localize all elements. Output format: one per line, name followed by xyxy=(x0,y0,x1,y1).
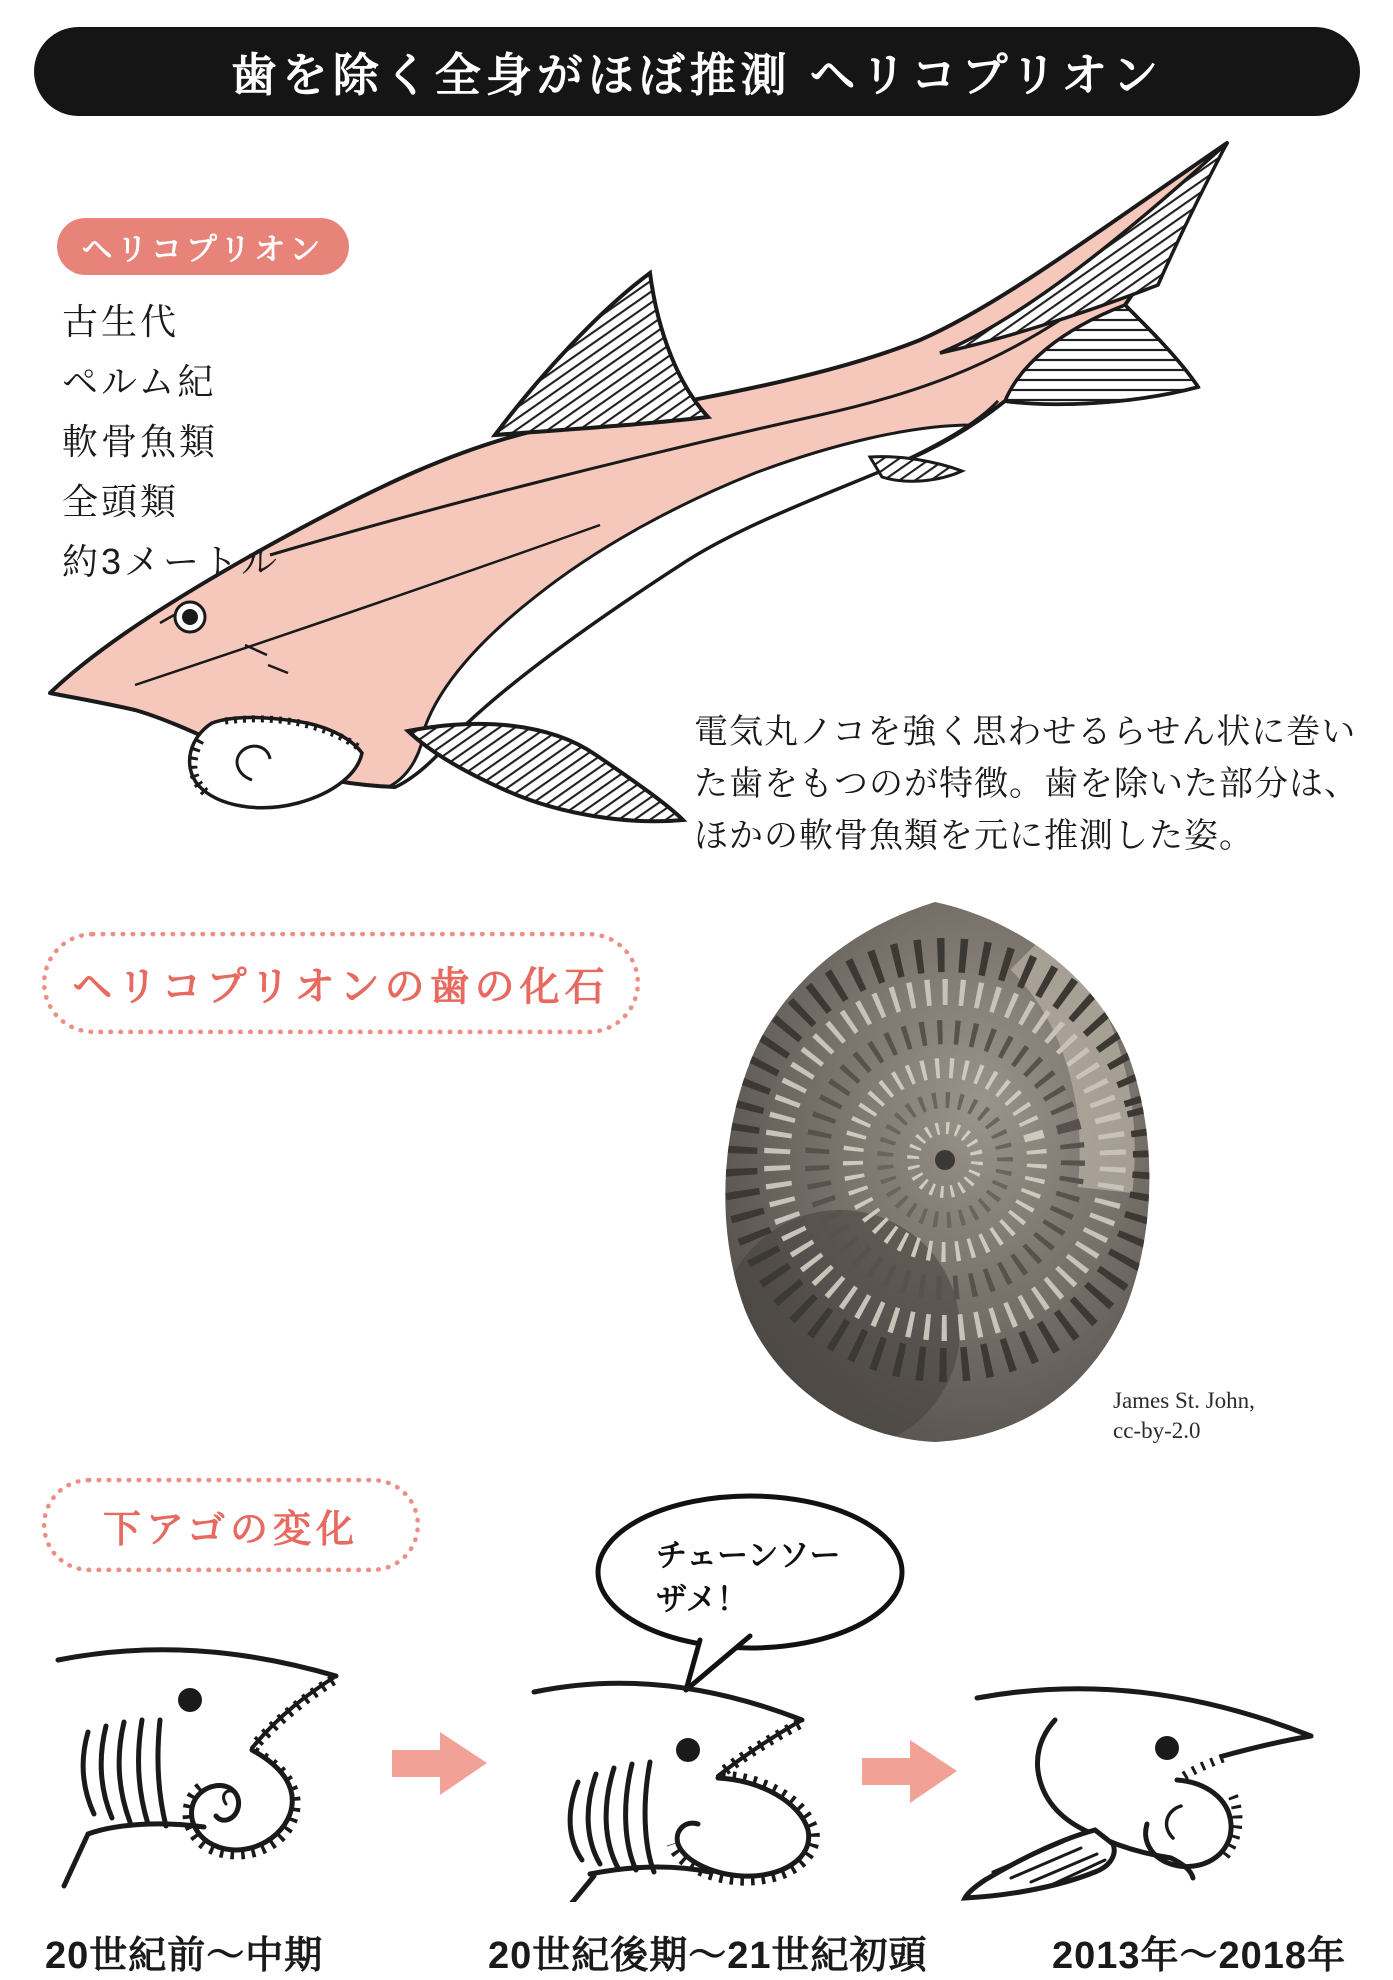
jaw-stage3-drawing xyxy=(945,1658,1345,1908)
arrow-right-icon xyxy=(862,1734,957,1809)
stage3-caption: 2013年～2018年 xyxy=(1052,1935,1347,1977)
fossil-photo xyxy=(700,890,1170,1450)
photo-credit-line: cc-by-2.0 xyxy=(1113,1418,1201,1443)
photo-credit-line: James St. John, xyxy=(1113,1388,1255,1413)
fact-period: ペルム紀 xyxy=(62,361,217,402)
species-name: ヘリコプリオン xyxy=(81,232,325,267)
fossil-section-label-text: ヘリコプリオンの歯の化石 xyxy=(72,964,610,1009)
fact-subclass: 全頭類 xyxy=(62,481,180,522)
fact-class: 軟骨魚類 xyxy=(62,421,219,462)
fossil-section-label xyxy=(42,932,640,1034)
stage2-caption: 20世紀後期～21世紀初頭 xyxy=(488,1935,928,1977)
speech-bubble-line1: チェーンソー xyxy=(656,1538,841,1573)
fact-era: 古生代 xyxy=(62,301,180,342)
pelvic-fin xyxy=(870,457,962,482)
pectoral-fin xyxy=(408,724,683,821)
jaw-section-label xyxy=(42,1478,420,1572)
species-facts-list xyxy=(62,292,280,592)
photo-credit xyxy=(1113,1386,1255,1446)
description-text: 電気丸ノコを強く思わせるらせん状に巻いた歯をもつのが特徴。歯を除いた部分は、ほかの軟骨魚類を元に推測した姿。 xyxy=(694,713,1359,855)
jaw-stage1-drawing xyxy=(40,1628,370,1908)
arrow-right-icon xyxy=(392,1726,487,1801)
stage1-caption: 20世紀前～中期 xyxy=(45,1935,324,1977)
tooth-whorl-jaw xyxy=(190,718,362,808)
page-title: 歯を除く全身がほぼ推測 ヘリコプリオン xyxy=(230,48,1164,101)
jaw-section-label-text: 下アゴの変化 xyxy=(102,1508,360,1551)
dorsal-fin xyxy=(495,273,708,435)
svg-text:ザメ！ xyxy=(656,1582,748,1617)
speech-bubble-line2: ザメ！ xyxy=(656,1582,748,1617)
svg-text:チェーンソー xyxy=(656,1538,840,1573)
jaw-stage2-drawing xyxy=(520,1662,840,1902)
stage3-eye xyxy=(1155,1736,1179,1760)
shark-pupil xyxy=(182,609,198,625)
species-name-badge xyxy=(57,218,349,275)
page-title-banner xyxy=(34,27,1360,116)
stage1-eye xyxy=(178,1688,202,1712)
fact-size: 約3メートル xyxy=(62,541,281,582)
stage2-eye xyxy=(676,1738,700,1762)
